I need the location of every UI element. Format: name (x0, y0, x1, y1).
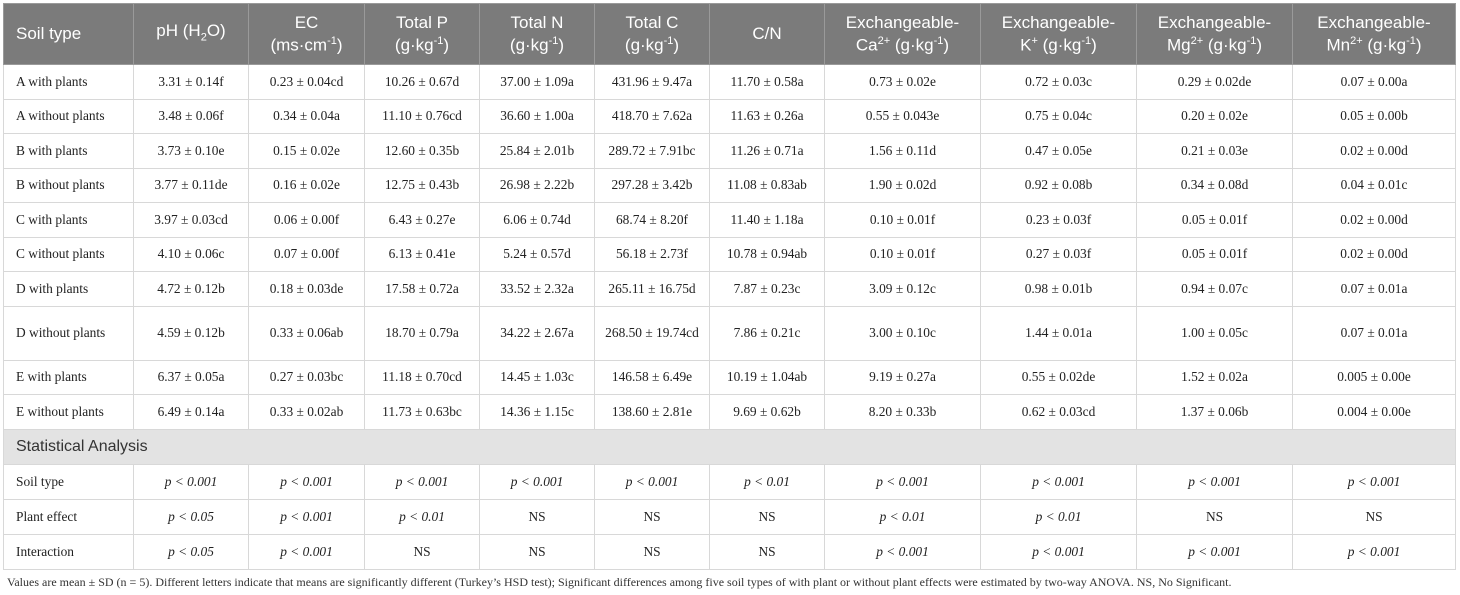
total-p-cell: 11.73 ± 0.63bc (365, 395, 480, 430)
exchangeable-mn-cell: 0.04 ± 0.01c (1293, 168, 1456, 203)
total-p-cell: 17.58 ± 0.72a (365, 272, 480, 307)
stats-cell: p < 0.001 (825, 534, 981, 569)
soil-type-cell: D without plants (4, 306, 134, 360)
exchangeable-k-cell: 0.47 ± 0.05e (981, 134, 1137, 169)
total-p-cell: 10.26 ± 0.67d (365, 65, 480, 100)
exchangeable-mg-cell: 1.52 ± 0.02a (1137, 360, 1293, 395)
header-ec: EC $(ms\cdot cm^{-1})$ (249, 4, 365, 65)
total-c-cell: 146.58 ± 6.49e (595, 360, 710, 395)
exchangeable-mn-cell: 0.005 ± 0.00e (1293, 360, 1456, 395)
stats-row-soil-type (4, 464, 1456, 499)
total-n-cell: 6.06 ± 0.74d (480, 203, 595, 238)
stats-cell: NS (710, 499, 825, 534)
ec-cell: 0.06 ± 0.00f (249, 203, 365, 238)
cn-cell: 7.86 ± 0.21c (710, 306, 825, 360)
stats-cell: NS (1293, 499, 1456, 534)
table-row (4, 306, 1456, 360)
stats-label: Plant effect (4, 499, 134, 534)
stats-cell: p < 0.001 (981, 464, 1137, 499)
exchangeable-k-cell: 0.62 ± 0.03cd (981, 395, 1137, 430)
total-n-cell: 37.00 ± 1.09a (480, 65, 595, 100)
stats-row-interaction (4, 534, 1456, 569)
total-n-cell: 26.98 ± 2.22b (480, 168, 595, 203)
total-p-cell: 11.18 ± 0.70cd (365, 360, 480, 395)
stats-cell: NS (365, 534, 480, 569)
header-soil-type: Soil type (4, 4, 134, 65)
table-row (4, 203, 1456, 238)
exchangeable-k-cell: 1.44 ± 0.01a (981, 306, 1137, 360)
exchangeable-ca-cell: 0.10 ± 0.01f (825, 237, 981, 272)
header-row (4, 4, 1456, 65)
exchangeable-k-cell: 0.75 ± 0.04c (981, 99, 1137, 134)
stats-cell: NS (480, 534, 595, 569)
table-row (4, 65, 1456, 100)
header-ph: pH $(H_2O)$ (134, 4, 249, 65)
exchangeable-ca-cell: 1.90 ± 0.02d (825, 168, 981, 203)
cn-cell: 10.19 ± 1.04ab (710, 360, 825, 395)
cn-cell: 11.63 ± 0.26a (710, 99, 825, 134)
exchangeable-mg-cell: 1.00 ± 0.05c (1137, 306, 1293, 360)
exchangeable-ca-cell: 0.73 ± 0.02e (825, 65, 981, 100)
exchangeable-mg-cell: 0.05 ± 0.01f (1137, 203, 1293, 238)
exchangeable-ca-cell: 8.20 ± 0.33b (825, 395, 981, 430)
ph-cell: 4.59 ± 0.12b (134, 306, 249, 360)
stats-cell: p < 0.05 (134, 499, 249, 534)
total-p-cell: 18.70 ± 0.79a (365, 306, 480, 360)
stats-cell: p < 0.001 (1137, 534, 1293, 569)
soil-type-cell: B without plants (4, 168, 134, 203)
exchangeable-k-cell: 0.72 ± 0.03c (981, 65, 1137, 100)
stats-label: Interaction (4, 534, 134, 569)
exchangeable-mg-cell: 0.34 ± 0.08d (1137, 168, 1293, 203)
ph-cell: 6.49 ± 0.14a (134, 395, 249, 430)
header-total-p: Total P $(g\cdot kg^{-1})$ (365, 4, 480, 65)
total-n-cell: 14.36 ± 1.15c (480, 395, 595, 430)
total-c-cell: 289.72 ± 7.91bc (595, 134, 710, 169)
stats-cell: p < 0.001 (1293, 534, 1456, 569)
ph-cell: 4.72 ± 0.12b (134, 272, 249, 307)
stats-cell: p < 0.001 (249, 499, 365, 534)
stats-cell: NS (595, 534, 710, 569)
exchangeable-ca-cell: 0.10 ± 0.01f (825, 203, 981, 238)
stats-cell: p < 0.01 (825, 499, 981, 534)
exchangeable-mg-cell: 0.29 ± 0.02de (1137, 65, 1293, 100)
ph-cell: 3.97 ± 0.03cd (134, 203, 249, 238)
soil-properties-table (3, 3, 1456, 570)
cn-cell: 10.78 ± 0.94ab (710, 237, 825, 272)
soil-type-cell: E without plants (4, 395, 134, 430)
stats-cell: p < 0.001 (595, 464, 710, 499)
stats-cell: p < 0.001 (134, 464, 249, 499)
exchangeable-k-cell: 0.27 ± 0.03f (981, 237, 1137, 272)
exchangeable-ca-cell: 9.19 ± 0.27a (825, 360, 981, 395)
total-p-cell: 11.10 ± 0.76cd (365, 99, 480, 134)
soil-type-cell: A without plants (4, 99, 134, 134)
exchangeable-mn-cell: 0.07 ± 0.01a (1293, 306, 1456, 360)
total-n-cell: 34.22 ± 2.67a (480, 306, 595, 360)
stats-cell: p < 0.001 (249, 464, 365, 499)
stats-cell: p < 0.001 (249, 534, 365, 569)
total-c-cell: 431.96 ± 9.47a (595, 65, 710, 100)
exchangeable-mn-cell: 0.02 ± 0.00d (1293, 134, 1456, 169)
soil-type-cell: C with plants (4, 203, 134, 238)
exchangeable-ca-cell: 0.55 ± 0.043e (825, 99, 981, 134)
ec-cell: 0.33 ± 0.06ab (249, 306, 365, 360)
cn-cell: 11.26 ± 0.71a (710, 134, 825, 169)
exchangeable-k-cell: 0.98 ± 0.01b (981, 272, 1137, 307)
total-n-cell: 25.84 ± 2.01b (480, 134, 595, 169)
total-c-cell: 56.18 ± 2.73f (595, 237, 710, 272)
exchangeable-mn-cell: 0.02 ± 0.00d (1293, 203, 1456, 238)
exchangeable-mn-cell: 0.004 ± 0.00e (1293, 395, 1456, 430)
total-c-cell: 265.11 ± 16.75d (595, 272, 710, 307)
table-row (4, 395, 1456, 430)
statistical-analysis-heading: Statistical Analysis (4, 429, 1456, 464)
total-n-cell: 14.45 ± 1.03c (480, 360, 595, 395)
ph-cell: 4.10 ± 0.06c (134, 237, 249, 272)
total-p-cell: 12.60 ± 0.35b (365, 134, 480, 169)
table-row (4, 272, 1456, 307)
exchangeable-ca-cell: 1.56 ± 0.11d (825, 134, 981, 169)
exchangeable-mn-cell: 0.07 ± 0.01a (1293, 272, 1456, 307)
stats-label: Soil type (4, 464, 134, 499)
exchangeable-mg-cell: 0.21 ± 0.03e (1137, 134, 1293, 169)
total-c-cell: 297.28 ± 3.42b (595, 168, 710, 203)
exchangeable-mg-cell: 0.20 ± 0.02e (1137, 99, 1293, 134)
stats-cell: p < 0.05 (134, 534, 249, 569)
ec-cell: 0.07 ± 0.00f (249, 237, 365, 272)
total-p-cell: 6.43 ± 0.27e (365, 203, 480, 238)
stats-cell: p < 0.001 (365, 464, 480, 499)
stats-cell: p < 0.001 (825, 464, 981, 499)
total-c-cell: 418.70 ± 7.62a (595, 99, 710, 134)
exchangeable-mg-cell: 0.94 ± 0.07c (1137, 272, 1293, 307)
total-c-cell: 68.74 ± 8.20f (595, 203, 710, 238)
exchangeable-mg-cell: 1.37 ± 0.06b (1137, 395, 1293, 430)
stats-cell: p < 0.01 (365, 499, 480, 534)
header-total-n: Total N $(g\cdot kg^{-1})$ (480, 4, 595, 65)
total-c-cell: 138.60 ± 2.81e (595, 395, 710, 430)
ec-cell: 0.34 ± 0.04a (249, 99, 365, 134)
soil-type-cell: A with plants (4, 65, 134, 100)
exchangeable-ca-cell: 3.00 ± 0.10c (825, 306, 981, 360)
header-cn-ratio: C/N (710, 4, 825, 65)
table-row (4, 360, 1456, 395)
header-exchangeable-ca: Exchangeable- $Ca^{2+}$ $(g\cdot kg^{-1})$ (825, 4, 981, 65)
stats-cell: NS (595, 499, 710, 534)
total-n-cell: 36.60 ± 1.00a (480, 99, 595, 134)
ec-cell: 0.27 ± 0.03bc (249, 360, 365, 395)
stats-row-plant-effect (4, 499, 1456, 534)
table-row (4, 99, 1456, 134)
ph-cell: 3.48 ± 0.06f (134, 99, 249, 134)
exchangeable-mn-cell: 0.05 ± 0.00b (1293, 99, 1456, 134)
total-c-cell: 268.50 ± 19.74cd (595, 306, 710, 360)
soil-type-cell: B with plants (4, 134, 134, 169)
statistical-analysis-section-row (4, 429, 1456, 464)
header-exchangeable-mn: Exchangeable- $Mn^{2+}$ $(g\cdot kg^{-1})$ (1293, 4, 1456, 65)
exchangeable-ca-cell: 3.09 ± 0.12c (825, 272, 981, 307)
exchangeable-mg-cell: 0.05 ± 0.01f (1137, 237, 1293, 272)
stats-cell: NS (480, 499, 595, 534)
ec-cell: 0.18 ± 0.03de (249, 272, 365, 307)
cn-cell: 11.40 ± 1.18a (710, 203, 825, 238)
soil-type-cell: E with plants (4, 360, 134, 395)
stats-cell: p < 0.01 (710, 464, 825, 499)
total-n-cell: 33.52 ± 2.32a (480, 272, 595, 307)
ph-cell: 3.31 ± 0.14f (134, 65, 249, 100)
table-footnote: Values are mean ± SD (n = 5). Different letters indicate that means are significantly different (Turkey’s HSD test); Significant differences among five soil types of with plant or without plant effects were estimated by two-way ANOVA. NS, No Significant. (7, 575, 1232, 589)
ph-cell: 6.37 ± 0.05a (134, 360, 249, 395)
header-total-c: Total C $(g\cdot kg^{-1})$ (595, 4, 710, 65)
soil-type-cell: D with plants (4, 272, 134, 307)
exchangeable-k-cell: 0.92 ± 0.08b (981, 168, 1137, 203)
exchangeable-mn-cell: 0.02 ± 0.00d (1293, 237, 1456, 272)
cn-cell: 11.08 ± 0.83ab (710, 168, 825, 203)
soil-type-cell: C without plants (4, 237, 134, 272)
cn-cell: 7.87 ± 0.23c (710, 272, 825, 307)
cn-cell: 9.69 ± 0.62b (710, 395, 825, 430)
stats-cell: NS (710, 534, 825, 569)
total-p-cell: 12.75 ± 0.43b (365, 168, 480, 203)
exchangeable-mn-cell: 0.07 ± 0.00a (1293, 65, 1456, 100)
stats-cell: p < 0.001 (1137, 464, 1293, 499)
stats-cell: p < 0.01 (981, 499, 1137, 534)
soil-properties-table-container (3, 3, 1455, 570)
stats-cell: p < 0.001 (480, 464, 595, 499)
header-exchangeable-k: Exchangeable- K+ $(g\cdot kg^{-1})$ (981, 4, 1137, 65)
stats-cell: p < 0.001 (981, 534, 1137, 569)
ph-cell: 3.77 ± 0.11de (134, 168, 249, 203)
ec-cell: 0.33 ± 0.02ab (249, 395, 365, 430)
stats-cell: p < 0.001 (1293, 464, 1456, 499)
table-row (4, 134, 1456, 169)
ec-cell: 0.16 ± 0.02e (249, 168, 365, 203)
cn-cell: 11.70 ± 0.58a (710, 65, 825, 100)
ec-cell: 0.23 ± 0.04cd (249, 65, 365, 100)
exchangeable-k-cell: 0.55 ± 0.02de (981, 360, 1137, 395)
stats-cell: NS (1137, 499, 1293, 534)
exchangeable-k-cell: 0.23 ± 0.03f (981, 203, 1137, 238)
total-p-cell: 6.13 ± 0.41e (365, 237, 480, 272)
table-row (4, 237, 1456, 272)
table-row (4, 168, 1456, 203)
header-exchangeable-mg: Exchangeable- $Mg^{2+}$ $(g\cdot kg^{-1})$ (1137, 4, 1293, 65)
ec-cell: 0.15 ± 0.02e (249, 134, 365, 169)
ph-cell: 3.73 ± 0.10e (134, 134, 249, 169)
total-n-cell: 5.24 ± 0.57d (480, 237, 595, 272)
